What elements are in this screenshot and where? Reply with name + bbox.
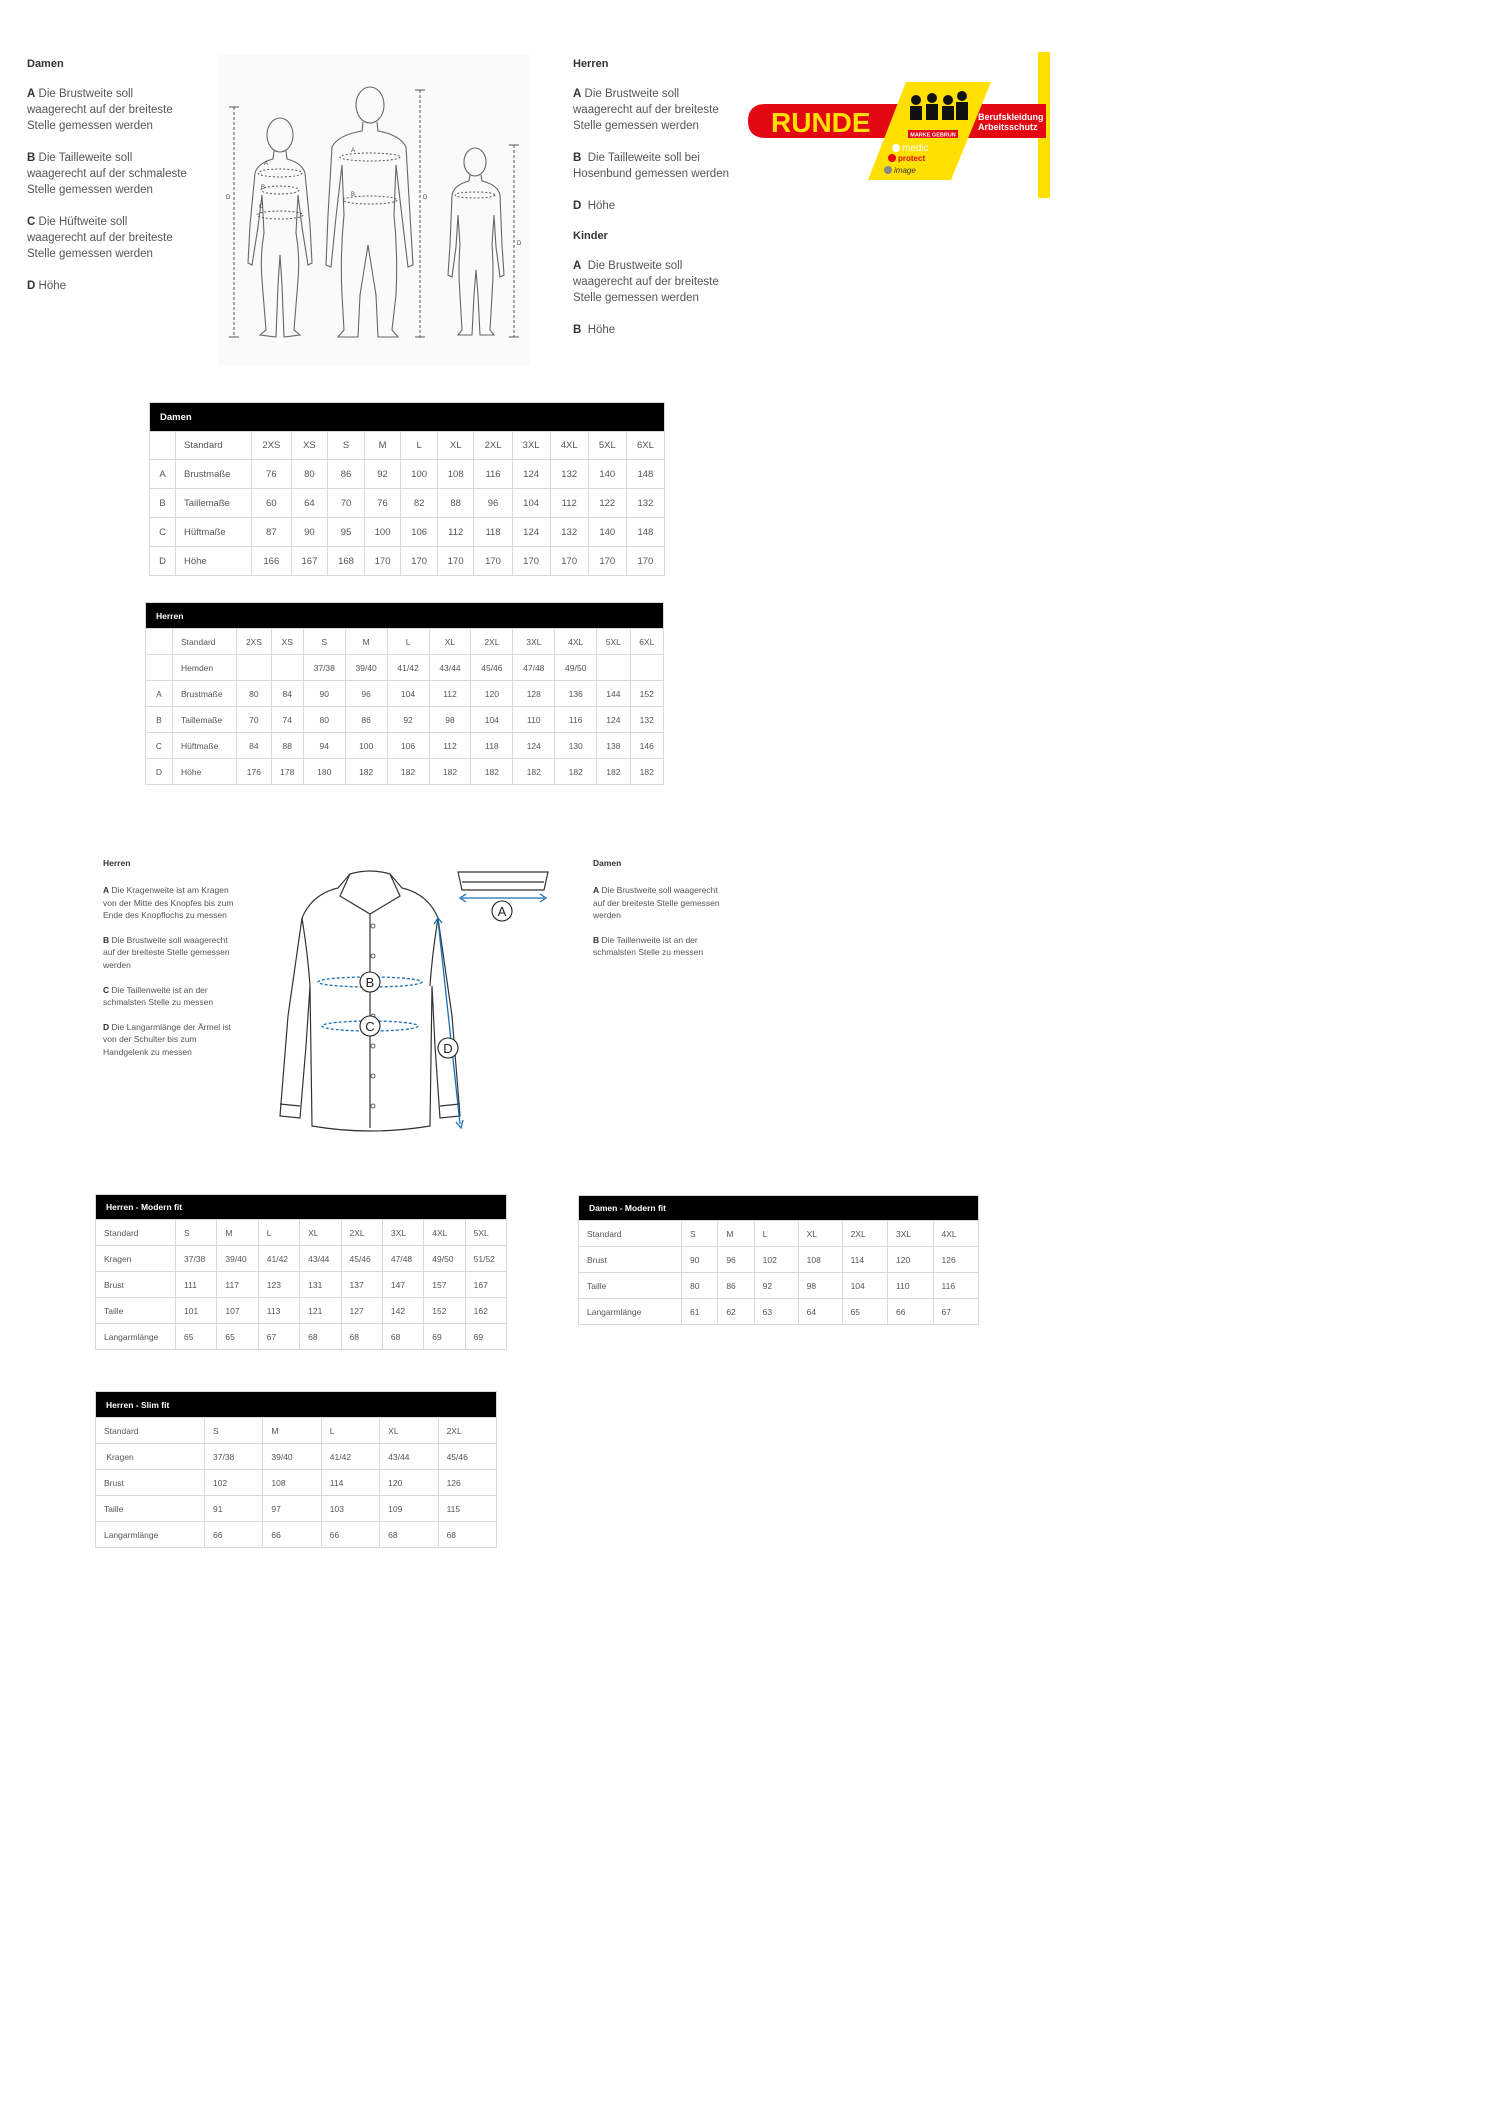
damen-modern-fit-table [578,1195,979,1325]
herren-table-title: Herren [146,603,664,629]
svg-text:B: B [351,192,356,198]
logo-brand-medic: medic [902,143,929,154]
damen-table-title: Damen [150,403,665,432]
fig-label-a: A [264,161,269,167]
herren-instruction-a: A Die Brustweite soll waagerecht auf der breiteste Stelle gemessen werden [573,88,719,132]
table-row: Brust 111 117 123 131 137 147 157 167 [96,1272,507,1298]
shirt-herren-heading: Herren [103,858,131,868]
svg-text:D: D [517,241,522,247]
damen-instruction-a: A Die Brustweite soll waagerecht auf der breiteste Stelle gemessen werden [27,88,173,132]
damen-size-table [149,402,665,576]
fig-label-d: D [226,195,231,201]
body-measurement-figures [218,55,530,365]
herren-size-table [145,602,664,785]
herren-slim-fit-table [95,1391,497,1548]
svg-text:D: D [423,195,428,201]
herren-slim-title: Herren - Slim fit [96,1392,497,1418]
table-row: C Hüftmaße 87 90 95 100 106 112 118 124 132 140 148 [150,518,665,547]
herren-heading: Herren [573,58,609,70]
table-row: Kragen 37/38 39/40 41/42 43/44 45/46 47/48 49/50 51/52 [96,1246,507,1272]
herren-kinder-instructions [573,58,733,354]
logo-name: RUNDE [771,107,871,138]
table-header-row: Standard 2XS XS S M L XL 2XL 3XL 4XL 5XL 6XL [146,629,664,655]
damen-heading: Damen [27,58,64,70]
logo-line1: Berufskleidung [978,112,1044,122]
herren-modern-fit-table [95,1194,507,1350]
herren-instruction-d: D Höhe [573,200,616,212]
table-row: D Höhe 166 167 168 170 170 170 170 170 170 170 170 [150,547,665,576]
shirt-label-d: D [443,1041,453,1056]
damen-instruction-c: C Die Hüftweite soll waagerecht auf der breiteste Stelle gemessen werden [27,216,173,260]
table-header-row: Standard S M L XL 2XL 3XL 4XL [579,1221,979,1247]
logo-brand-image: image [894,166,916,175]
shirt-label-c: C [365,1019,375,1034]
table-row: Hemden 37/38 39/40 41/42 43/44 45/46 47/48 49/50 [146,655,664,681]
table-header-row: Standard S M L XL 2XL 3XL 4XL 5XL [96,1220,507,1246]
kinder-heading: Kinder [573,230,608,242]
shirt-damen-a: A Die Brustweite soll waagerecht auf der breiteste Stelle gemessen werden [593,885,720,921]
shirt-damen-instructions [593,858,728,971]
logo-line2: Arbeitsschutz [978,122,1038,132]
table-header-row: Standard S M L XL 2XL [96,1418,497,1444]
table-row: Kragen 37/38 39/40 41/42 43/44 45/46 [96,1444,497,1470]
shirt-label-b: B [365,975,375,990]
logo-brand-protect: protect [898,154,926,163]
table-row: Taille 101 107 113 121 127 142 152 162 [96,1298,507,1324]
fig-label-c: C [259,204,264,210]
runde-logo [746,52,1056,198]
table-row: Langarmlänge 65 65 67 68 68 68 69 69 [96,1324,507,1350]
kinder-instruction-a: A Die Brustweite soll waagerecht auf der breiteste Stelle gemessen werden [573,260,719,304]
table-row: Taille 91 97 103 109 115 [96,1496,497,1522]
table-row: Taille 80 86 92 98 104 110 116 [579,1273,979,1299]
damen-instruction-b: B Die Tailleweite soll waagerecht auf der schmaleste Stelle gemessen werden [27,152,187,196]
svg-text:A: A [351,148,356,154]
shirt-herren-a: A Die Kragenweite ist am Kragen von der Mitte des Knopfes bis zum Ende des Knopflochs zu messen [103,885,234,921]
table-row: A Brustmaße 80 84 90 96 104 112 120 128 136 144 152 [146,681,664,707]
shirt-herren-instructions [103,858,238,1071]
shirt-label-a: A [497,904,507,919]
table-row: B Taillemaße 70 74 80 86 92 98 104 110 116 124 132 [146,707,664,733]
table-header-row: Standard 2XS XS S M L XL 2XL 3XL 4XL 5XL 6XL [150,432,665,460]
damen-modern-title: Damen - Modern fit [579,1196,979,1221]
herren-instruction-b: B Die Tailleweite soll bei Hosenbund gemessen werden [573,152,729,180]
shirt-herren-d: D Die Langarmlänge der Ärmel ist von der Schulter bis zum Handgelenk zu messen [103,1021,232,1057]
damen-measure-instructions [27,58,187,310]
kinder-instruction-b: B Höhe [573,324,616,336]
table-row: C Hüftmaße 84 88 94 100 106 112 118 124 130 138 146 [146,733,664,759]
logo-badge: MARKE GEBRUN [910,132,956,139]
table-row: Langarmlänge 61 62 63 64 65 66 67 [579,1299,979,1325]
damen-instruction-d: D Höhe [27,280,67,292]
table-row: Brust 102 108 114 120 126 [96,1470,497,1496]
table-row: A Brustmaße 76 80 86 92 100 108 116 124 132 140 148 [150,460,665,489]
shirt-herren-b: B Die Brustweite soll waagerecht auf der breiteste Stelle gemessen werden [103,934,230,970]
table-row: B Taillemaße 60 64 70 76 82 88 96 104 112 122 132 [150,489,665,518]
herren-modern-title: Herren - Modern fit [96,1195,507,1220]
table-row: D Höhe 176 178 180 182 182 182 182 182 182 182 182 [146,759,664,785]
table-row: Langarmlänge 66 66 66 68 68 [96,1522,497,1548]
shirt-damen-heading: Damen [593,858,622,868]
table-row: Brust 90 96 102 108 114 120 126 [579,1247,979,1273]
shirt-measurement-drawing [270,866,560,1138]
shirt-herren-c: C Die Taillenweite ist an der schmalsten Stelle zu messen [103,984,214,1008]
fig-label-b: B [261,185,266,191]
shirt-damen-b: B Die Taillenweite ist an der schmalsten Stelle zu messen [593,934,704,958]
